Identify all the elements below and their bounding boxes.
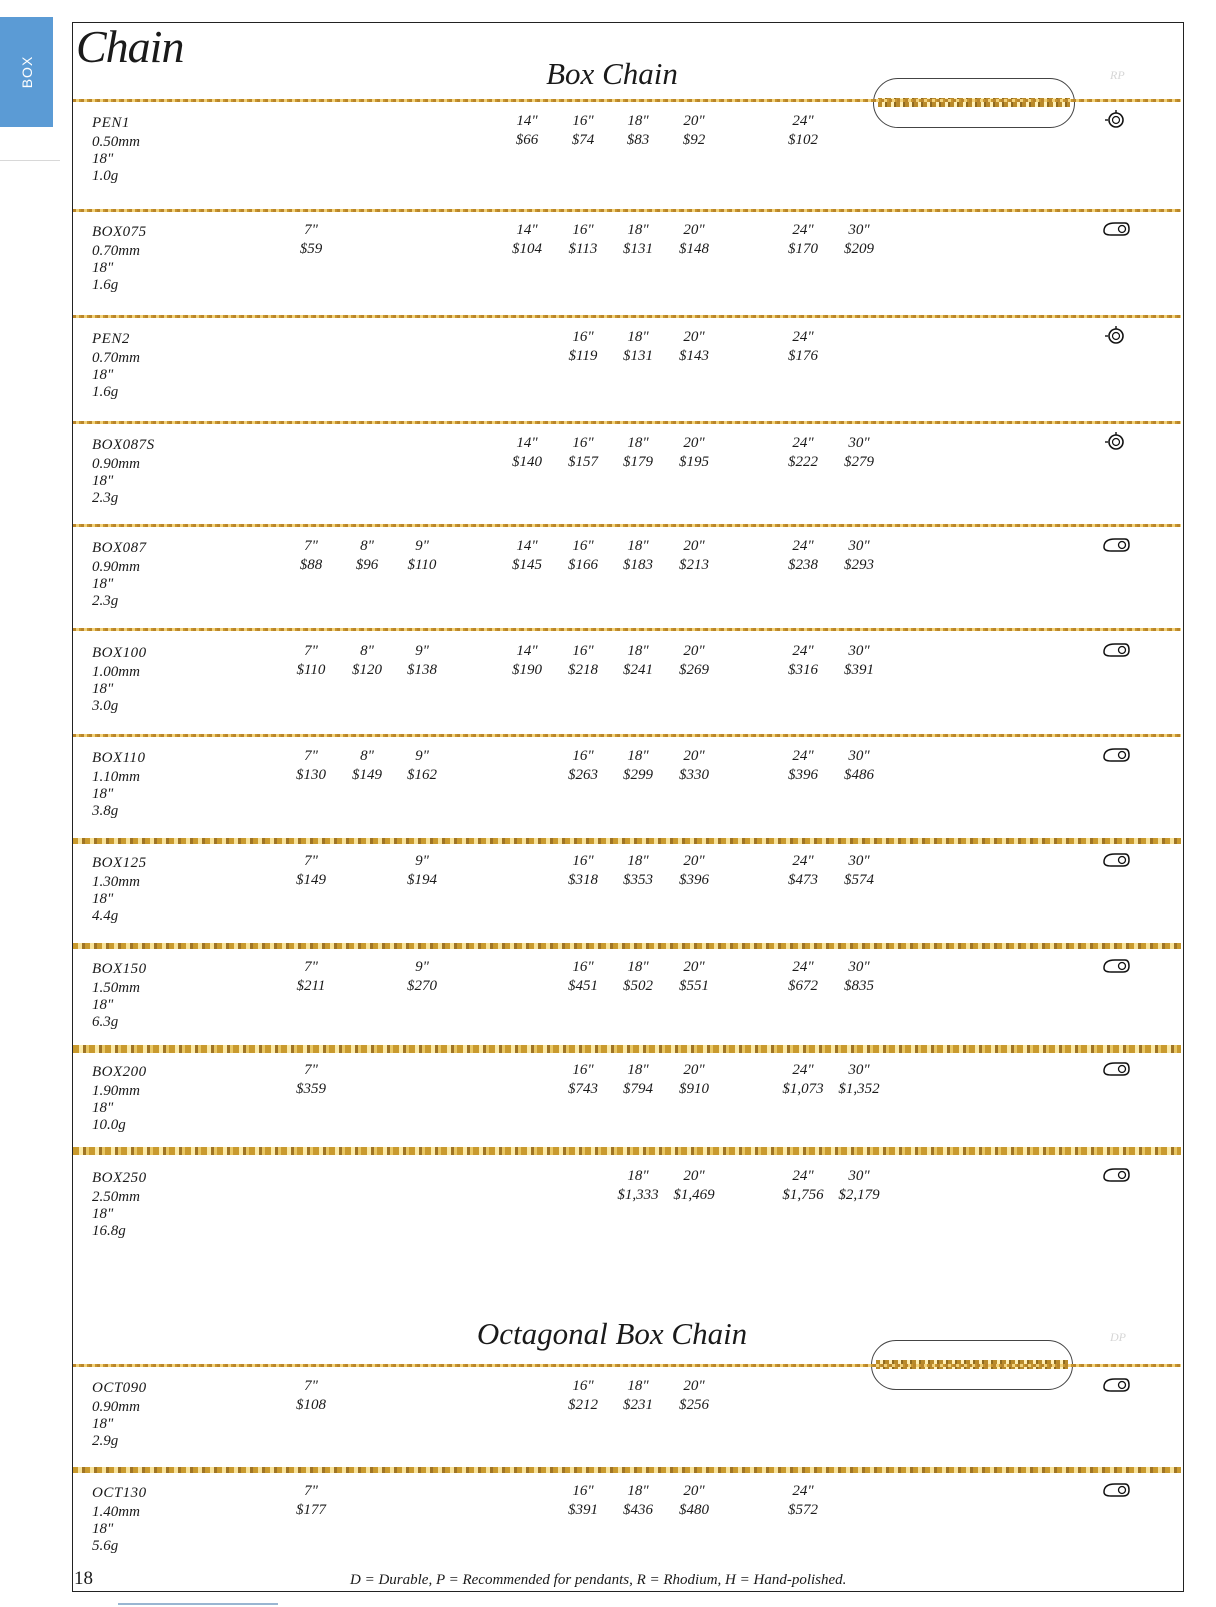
price-value: $238 <box>788 557 818 573</box>
product-sku: BOX250 <box>92 1170 147 1186</box>
product-spec: 0.90mm 18" 2.9g <box>92 1399 140 1449</box>
chain-sample <box>73 1147 1181 1155</box>
length-label: 18" <box>627 748 649 764</box>
length-label: 30" <box>848 1168 870 1184</box>
price-value: $145 <box>512 557 542 573</box>
length-label: 24" <box>792 435 814 451</box>
price-value: $473 <box>788 872 818 888</box>
price-value: $211 <box>296 978 326 994</box>
length-label: 24" <box>792 643 814 659</box>
product-spec: 1.40mm 18" 5.6g <box>92 1504 140 1554</box>
spring-ring-icon <box>1101 109 1131 131</box>
price-value: $835 <box>844 978 874 994</box>
price-value: $88 <box>299 557 323 573</box>
length-label: 18" <box>627 538 649 554</box>
chain-sample <box>73 524 1181 527</box>
length-label: 7" <box>304 748 318 764</box>
product-sku: BOX110 <box>92 750 146 766</box>
price-value: $794 <box>623 1081 653 1097</box>
product-sku: BOX150 <box>92 961 147 977</box>
lobster-clasp-icon <box>1101 534 1131 556</box>
length-label: 8" <box>360 538 374 554</box>
length-label: 8" <box>360 748 374 764</box>
price-value: $108 <box>296 1397 326 1413</box>
price-value: $263 <box>568 767 598 783</box>
price-value: $391 <box>844 662 874 678</box>
side-tab[interactable] <box>0 17 53 127</box>
product-spec: 1.50mm 18" 6.3g <box>92 980 140 1030</box>
price-value: $148 <box>679 241 709 257</box>
lobster-clasp-icon <box>1101 1164 1131 1186</box>
length-label: 20" <box>683 1062 705 1078</box>
length-label: 14" <box>516 113 538 129</box>
chain-sample <box>73 838 1181 844</box>
length-label: 30" <box>848 959 870 975</box>
length-label: 24" <box>792 113 814 129</box>
length-label: 20" <box>683 435 705 451</box>
length-label: 18" <box>627 1378 649 1394</box>
length-label: 7" <box>304 1062 318 1078</box>
length-label: 30" <box>848 538 870 554</box>
chain-sample <box>73 1467 1181 1473</box>
price-value: $222 <box>788 454 818 470</box>
chain-sample <box>73 315 1181 318</box>
price-value: $74 <box>571 132 595 148</box>
product-sku: BOX087 <box>92 540 147 556</box>
footer-legend: D = Durable, P = Recommended for pendants, R = Rhodium, H = Hand-polished. <box>350 1572 847 1588</box>
bottom-divider <box>118 1603 278 1605</box>
price-value: $318 <box>568 872 598 888</box>
price-value: $330 <box>679 767 709 783</box>
length-label: 7" <box>304 959 318 975</box>
price-value: $672 <box>788 978 818 994</box>
length-label: 20" <box>683 113 705 129</box>
product-sku: BOX087S <box>92 437 155 453</box>
price-value: $359 <box>296 1081 326 1097</box>
length-label: 30" <box>848 435 870 451</box>
length-label: 16" <box>572 1483 594 1499</box>
product-sku: BOX200 <box>92 1064 147 1080</box>
length-label: 14" <box>516 538 538 554</box>
product-spec: 1.00mm 18" 3.0g <box>92 664 140 714</box>
product-spec: 0.50mm 18" 1.0g <box>92 134 140 184</box>
lobster-clasp-icon <box>1101 639 1131 661</box>
price-value: $279 <box>844 454 874 470</box>
length-label: 24" <box>792 1062 814 1078</box>
length-label: 24" <box>792 1168 814 1184</box>
length-label: 20" <box>683 643 705 659</box>
length-label: 16" <box>572 1062 594 1078</box>
length-label: 14" <box>516 643 538 659</box>
price-value: $157 <box>568 454 598 470</box>
price-value: $110 <box>407 557 437 573</box>
price-value: $110 <box>296 662 326 678</box>
length-label: 18" <box>627 1483 649 1499</box>
price-value: $96 <box>355 557 379 573</box>
price-value: $451 <box>568 978 598 994</box>
length-label: 16" <box>572 853 594 869</box>
product-spec: 0.90mm 18" 2.3g <box>92 456 140 506</box>
length-label: 24" <box>792 222 814 238</box>
length-label: 16" <box>572 538 594 554</box>
chain-sample <box>73 99 1181 102</box>
product-spec: 0.70mm 18" 1.6g <box>92 350 140 400</box>
price-value: $241 <box>623 662 653 678</box>
length-label: 30" <box>848 643 870 659</box>
price-value: $1,756 <box>782 1187 824 1203</box>
chain-sample <box>73 1045 1181 1053</box>
length-label: 20" <box>683 1168 705 1184</box>
price-value: $131 <box>623 348 653 364</box>
price-value: $131 <box>623 241 653 257</box>
price-value: $149 <box>296 872 326 888</box>
side-tab-label: BOX <box>18 55 35 89</box>
lobster-clasp-icon <box>1101 218 1131 240</box>
length-label: 20" <box>683 222 705 238</box>
length-label: 30" <box>848 222 870 238</box>
price-value: $572 <box>788 1502 818 1518</box>
chain-sample <box>73 1364 1181 1367</box>
price-value: $213 <box>679 557 709 573</box>
length-label: 24" <box>792 329 814 345</box>
chain-sample <box>73 209 1181 212</box>
length-label: 7" <box>304 538 318 554</box>
price-value: $149 <box>352 767 382 783</box>
length-label: 24" <box>792 959 814 975</box>
price-value: $102 <box>788 132 818 148</box>
price-value: $269 <box>679 662 709 678</box>
length-label: 16" <box>572 113 594 129</box>
length-label: 30" <box>848 748 870 764</box>
product-sku: PEN1 <box>92 115 130 131</box>
lobster-clasp-icon <box>1101 955 1131 977</box>
length-label: 16" <box>572 959 594 975</box>
product-spec: 1.90mm 18" 10.0g <box>92 1083 140 1133</box>
price-value: $396 <box>679 872 709 888</box>
price-value: $143 <box>679 348 709 364</box>
length-label: 9" <box>415 643 429 659</box>
corner-mark: DP <box>1110 1330 1126 1344</box>
price-value: $391 <box>568 1502 598 1518</box>
length-label: 18" <box>627 959 649 975</box>
product-sku: BOX075 <box>92 224 147 240</box>
product-sku: OCT130 <box>92 1485 147 1501</box>
length-label: 20" <box>683 748 705 764</box>
product-spec: 1.30mm 18" 4.4g <box>92 874 140 924</box>
lobster-clasp-icon <box>1101 1374 1131 1396</box>
length-label: 24" <box>792 538 814 554</box>
price-value: $574 <box>844 872 874 888</box>
length-label: 9" <box>415 748 429 764</box>
price-value: $256 <box>679 1397 709 1413</box>
length-label: 18" <box>627 1168 649 1184</box>
price-value: $59 <box>299 241 323 257</box>
corner-mark: RP <box>1110 68 1125 82</box>
price-value: $179 <box>623 454 653 470</box>
lobster-clasp-icon <box>1101 744 1131 766</box>
price-value: $170 <box>788 241 818 257</box>
page-heading: Chain <box>76 21 184 72</box>
length-label: 9" <box>415 538 429 554</box>
length-label: 20" <box>683 853 705 869</box>
price-value: $436 <box>623 1502 653 1518</box>
length-label: 14" <box>516 222 538 238</box>
length-label: 20" <box>683 538 705 554</box>
lobster-clasp-icon <box>1101 1479 1131 1501</box>
chain-sample <box>73 421 1181 424</box>
price-value: $293 <box>844 557 874 573</box>
length-label: 7" <box>304 1378 318 1394</box>
length-label: 18" <box>627 435 649 451</box>
chain-sample <box>73 628 1181 631</box>
price-value: $396 <box>788 767 818 783</box>
side-divider <box>0 160 60 161</box>
length-label: 9" <box>415 959 429 975</box>
product-spec: 0.90mm 18" 2.3g <box>92 559 140 609</box>
price-value: $162 <box>407 767 437 783</box>
price-value: $1,333 <box>617 1187 659 1203</box>
price-value: $190 <box>512 662 542 678</box>
price-value: $2,179 <box>838 1187 880 1203</box>
price-value: $183 <box>623 557 653 573</box>
chain-magnifier <box>873 78 1075 128</box>
length-label: 18" <box>627 329 649 345</box>
length-label: 30" <box>848 853 870 869</box>
section-title-octagonal-box-chain: Octagonal Box Chain <box>476 1316 748 1351</box>
price-value: $353 <box>623 872 653 888</box>
price-value: $138 <box>407 662 437 678</box>
product-spec: 0.70mm 18" 1.6g <box>92 243 140 293</box>
length-label: 18" <box>627 113 649 129</box>
lobster-clasp-icon <box>1101 849 1131 871</box>
length-label: 20" <box>683 329 705 345</box>
price-value: $176 <box>788 348 818 364</box>
section-title-box-chain: Box Chain <box>546 56 678 91</box>
price-value: $194 <box>407 872 437 888</box>
price-value: $480 <box>679 1502 709 1518</box>
price-value: $177 <box>296 1502 326 1518</box>
price-value: $1,469 <box>673 1187 715 1203</box>
price-value: $140 <box>512 454 542 470</box>
lobster-clasp-icon <box>1101 1058 1131 1080</box>
price-value: $195 <box>679 454 709 470</box>
length-label: 7" <box>304 222 318 238</box>
length-label: 24" <box>792 1483 814 1499</box>
product-sku: BOX100 <box>92 645 147 661</box>
length-label: 9" <box>415 853 429 869</box>
price-value: $231 <box>623 1397 653 1413</box>
price-value: $113 <box>568 241 598 257</box>
length-label: 20" <box>683 959 705 975</box>
spring-ring-icon <box>1101 431 1131 453</box>
price-value: $910 <box>679 1081 709 1097</box>
length-label: 7" <box>304 853 318 869</box>
price-value: $502 <box>623 978 653 994</box>
length-label: 16" <box>572 329 594 345</box>
length-label: 16" <box>572 1378 594 1394</box>
product-sku: PEN2 <box>92 331 130 347</box>
price-value: $1,352 <box>838 1081 880 1097</box>
chain-sample <box>73 943 1181 949</box>
price-value: $212 <box>568 1397 598 1413</box>
price-value: $209 <box>844 241 874 257</box>
price-value: $486 <box>844 767 874 783</box>
price-value: $130 <box>296 767 326 783</box>
page-number: 18 <box>74 1568 93 1589</box>
length-label: 14" <box>516 435 538 451</box>
length-label: 24" <box>792 748 814 764</box>
chain-sample <box>73 734 1181 737</box>
length-label: 30" <box>848 1062 870 1078</box>
length-label: 24" <box>792 853 814 869</box>
price-value: $218 <box>568 662 598 678</box>
spring-ring-icon <box>1101 325 1131 347</box>
length-label: 18" <box>627 643 649 659</box>
price-value: $270 <box>407 978 437 994</box>
length-label: 8" <box>360 643 374 659</box>
price-value: $743 <box>568 1081 598 1097</box>
length-label: 18" <box>627 1062 649 1078</box>
length-label: 20" <box>683 1483 705 1499</box>
length-label: 7" <box>304 1483 318 1499</box>
product-sku: BOX125 <box>92 855 147 871</box>
price-value: $1,073 <box>782 1081 824 1097</box>
length-label: 18" <box>627 222 649 238</box>
length-label: 16" <box>572 222 594 238</box>
price-value: $166 <box>568 557 598 573</box>
length-label: 16" <box>572 643 594 659</box>
length-label: 18" <box>627 853 649 869</box>
price-value: $316 <box>788 662 818 678</box>
price-value: $66 <box>515 132 539 148</box>
product-spec: 2.50mm 18" 16.8g <box>92 1189 140 1239</box>
price-value: $119 <box>568 348 598 364</box>
price-value: $92 <box>682 132 706 148</box>
price-value: $83 <box>626 132 650 148</box>
length-label: 7" <box>304 643 318 659</box>
length-label: 16" <box>572 748 594 764</box>
price-value: $120 <box>352 662 382 678</box>
product-sku: OCT090 <box>92 1380 147 1396</box>
price-value: $104 <box>512 241 542 257</box>
length-label: 20" <box>683 1378 705 1394</box>
price-value: $299 <box>623 767 653 783</box>
price-value: $551 <box>679 978 709 994</box>
product-spec: 1.10mm 18" 3.8g <box>92 769 140 819</box>
length-label: 16" <box>572 435 594 451</box>
